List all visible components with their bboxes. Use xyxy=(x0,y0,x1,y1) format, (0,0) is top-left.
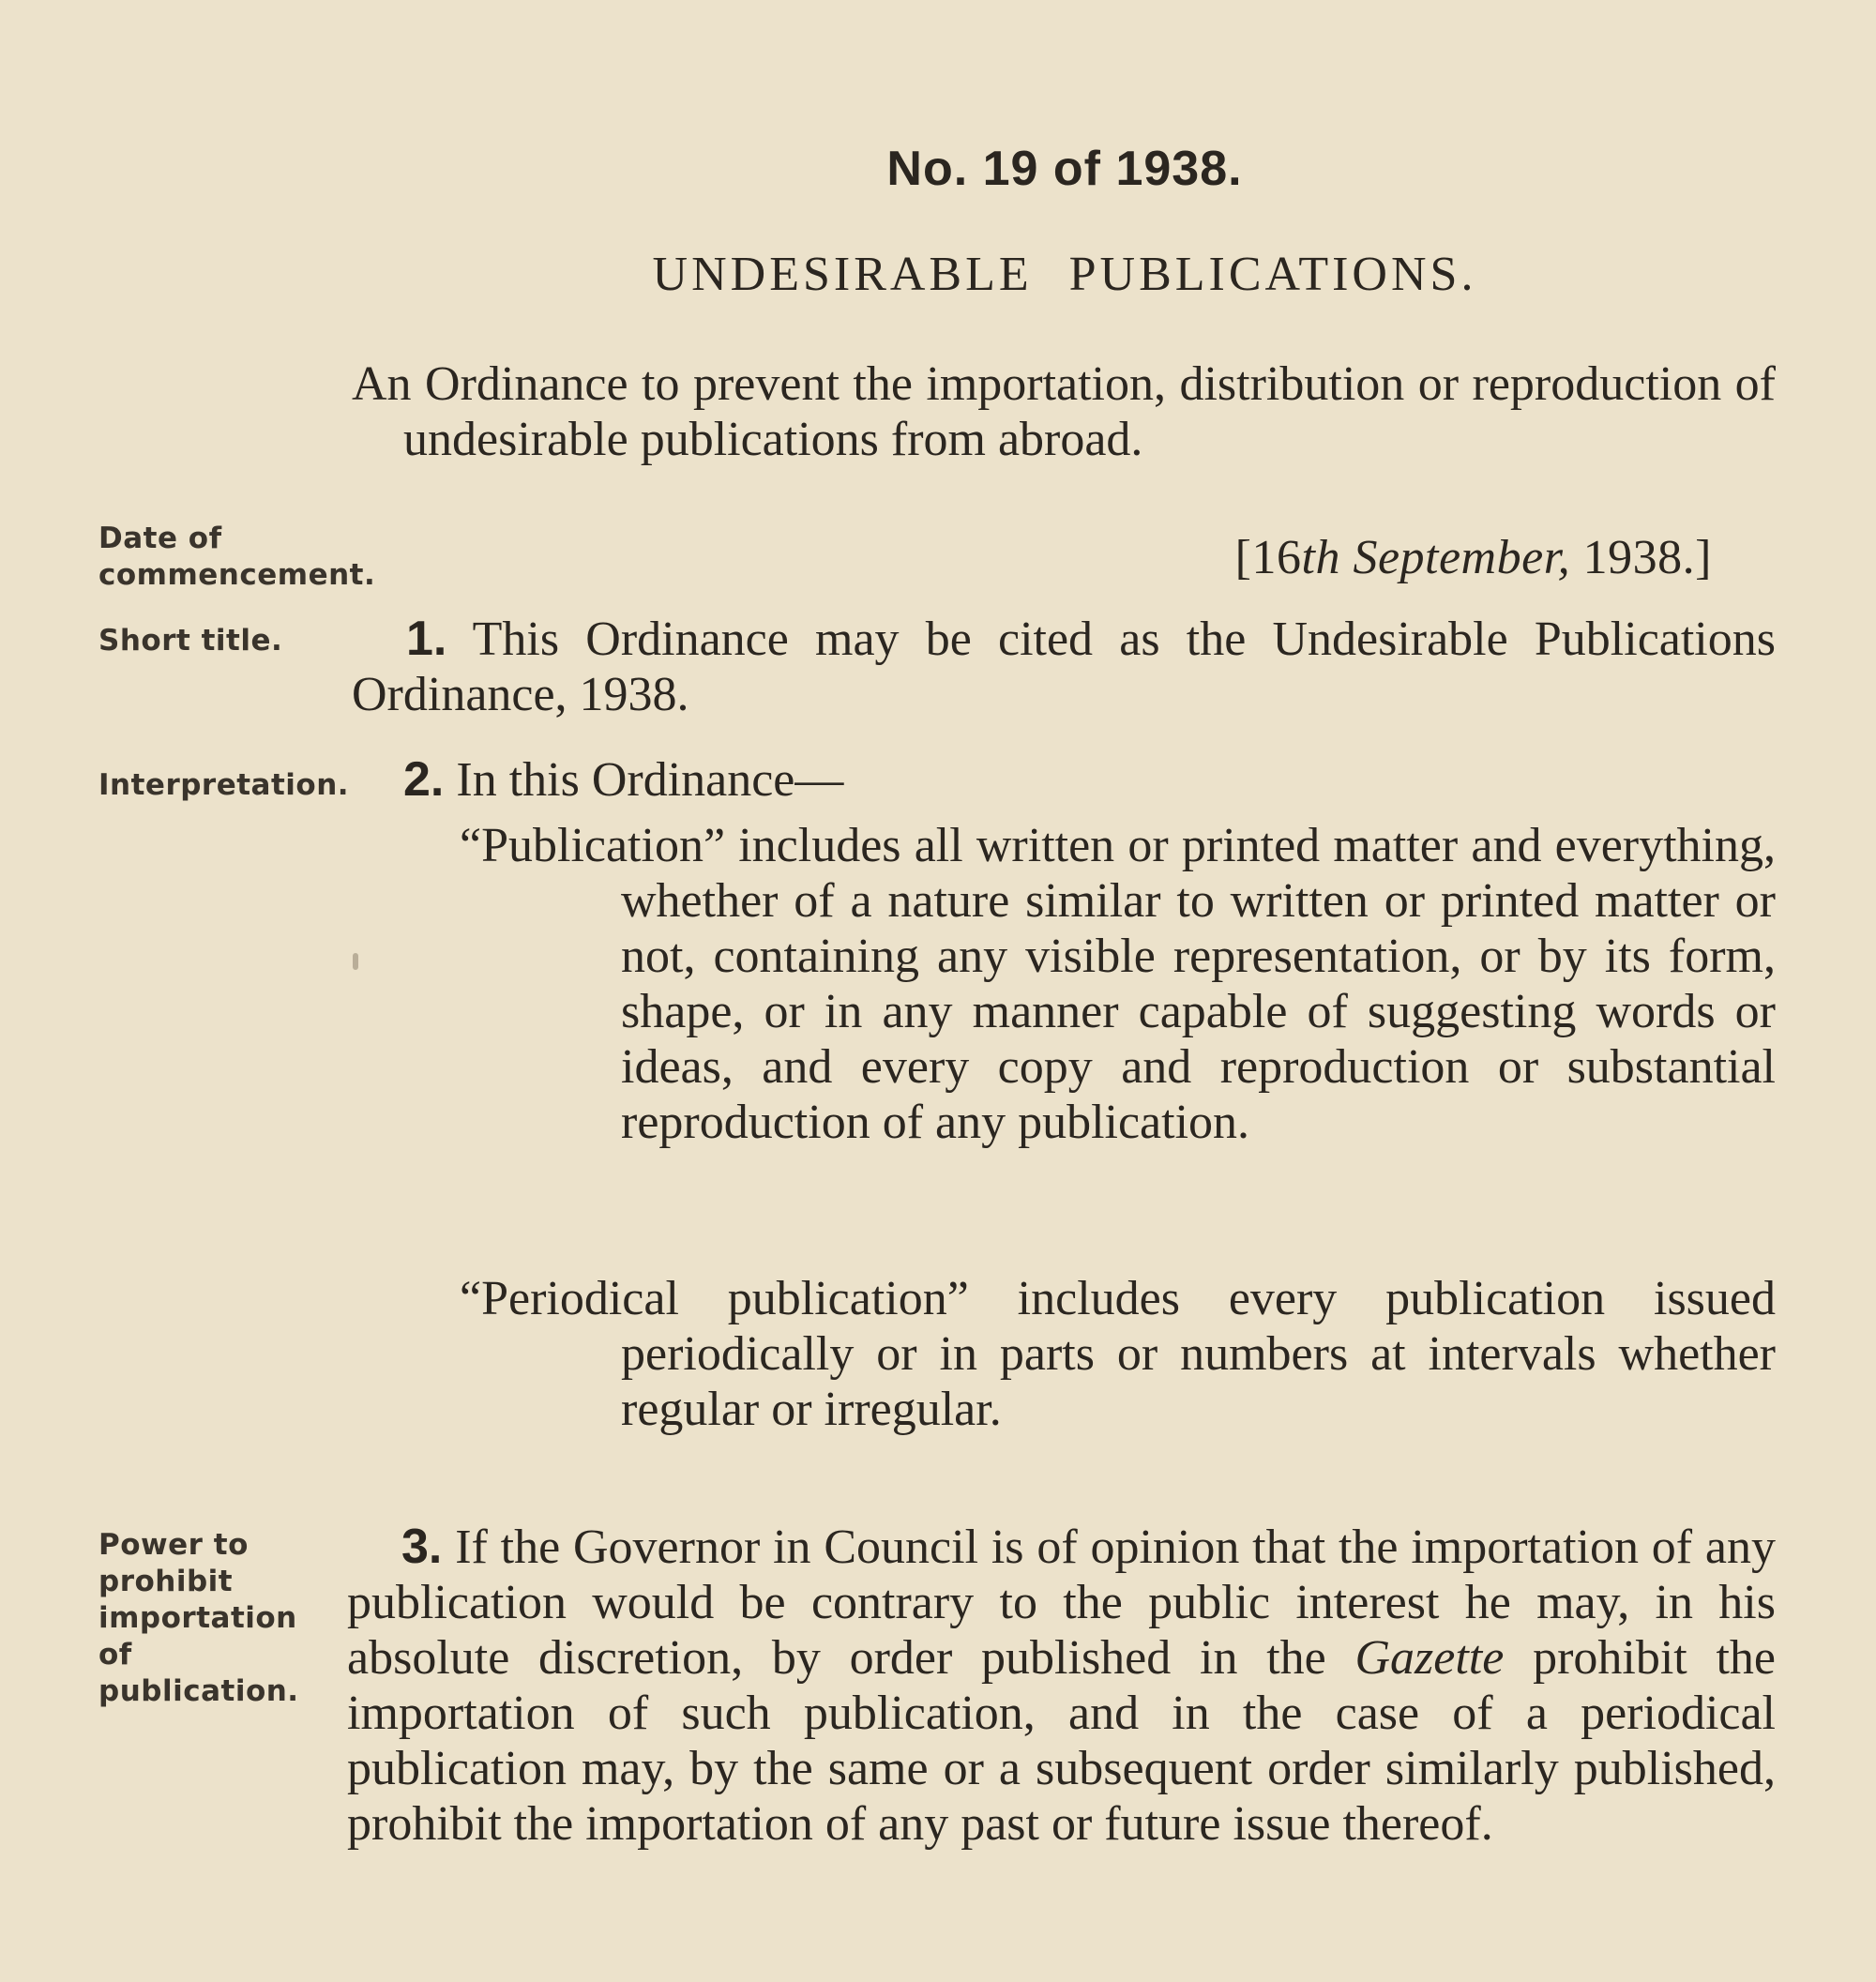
date-close-bracket: ] xyxy=(1695,531,1712,584)
section-3-number: 3. xyxy=(401,1520,443,1574)
preamble: An Ordinance to prevent the importation, distribution or reproduction of undesirable publications from abroad. xyxy=(352,357,1776,466)
definition-periodical-publication xyxy=(460,1271,1776,1437)
date-month: September, xyxy=(1353,531,1571,584)
section-2-number: 2. xyxy=(403,752,445,807)
margin-note-interpretation: Interpretation. xyxy=(98,768,350,802)
section-3-text-after: prohibit the importation of such publication, and in the case of a periodical publication may, by the same or a subsequent order similarly published, prohibit the importation of any past or future issue thereof. xyxy=(347,1631,1777,1851)
definition-term: “Periodical publication” xyxy=(460,1272,969,1325)
definition-text: includes every publication issued periodically or in parts or numbers at intervals whether regular or irregular. xyxy=(621,1272,1776,1436)
section-2-intro-text: In this Ordinance— xyxy=(456,753,844,807)
date-open-bracket: [ xyxy=(1234,531,1252,584)
ordinance-number: No. 19 of 1938. xyxy=(886,142,1243,196)
date-day: 16 xyxy=(1251,531,1302,584)
section-3-text-before: If the Governor in Council is of opinion that the importation of any publication would be contrary to the public interest he may, in his absolute discretion, by order published in the xyxy=(347,1521,1776,1685)
margin-note-power: Power to prohibit importation of publication. xyxy=(98,1528,299,1708)
margin-note-short-title: Short title. xyxy=(98,624,283,658)
date-year: 1938. xyxy=(1582,531,1696,584)
date-day-suffix: th xyxy=(1301,531,1340,584)
paper-speck xyxy=(353,953,358,970)
section-1 xyxy=(352,612,1776,722)
definition-publication xyxy=(460,818,1776,1150)
section-1-text: This Ordinance may be cited as the Undesirable Publications Ordinance, 1938. xyxy=(352,613,1776,721)
gazette-word: Gazette xyxy=(1354,1631,1505,1685)
ordinance-title: UNDESIRABLE PUBLICATIONS. xyxy=(652,248,1477,301)
definition-text: includes all written or printed matter and everything, whether of a nature similar to written or printed matter or not, containing any visible representation, or by its form, shape, or in any manner capable of suggesting words or ideas, and every copy and reproduction or substantial reproduction of any publication. xyxy=(621,819,1777,1149)
section-3 xyxy=(347,1520,1776,1852)
commencement-date xyxy=(1235,530,1712,585)
section-1-number: 1. xyxy=(406,612,447,666)
margin-note-commencement: Date of commencement. xyxy=(98,522,376,592)
section-2-intro xyxy=(403,752,1773,808)
definition-term: “Publication” xyxy=(460,819,726,872)
